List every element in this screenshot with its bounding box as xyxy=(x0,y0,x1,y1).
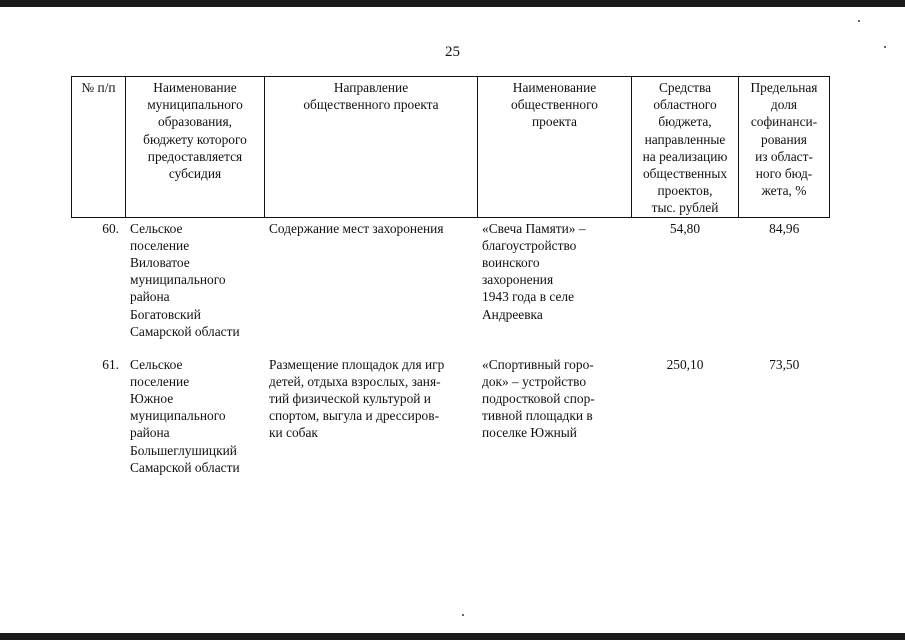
header-project: Наименование общественного проекта xyxy=(478,77,632,218)
row-number: 60. xyxy=(102,220,119,236)
row-municipality: Сельское поселение Южное муниципального района Большеглушицкий Самарской области xyxy=(130,356,240,475)
row-number: 61. xyxy=(102,356,119,372)
row-direction: Содержание мест захоронения xyxy=(269,220,444,236)
row-project: «Свеча Памяти» – благоустройство воинского захоронения 1943 года в селе Андреевка xyxy=(482,220,586,322)
row-funds: 250,10 xyxy=(666,356,704,372)
header-funds: Средства областного бюджета, направленные на реализацию общественных проектов, тыс. рублей xyxy=(632,77,739,218)
page-number: 25 xyxy=(445,44,460,60)
header-number: № п/п xyxy=(72,77,126,218)
header-municipality: Наименование муниципального образования, бюджету которого предоставляется субсидия xyxy=(126,77,265,218)
header-direction: Направление общественного проекта xyxy=(265,77,478,218)
row-project: «Спортивный горо- док» – устройство подростковой спор- тивной площадки в поселке Южный xyxy=(482,356,595,441)
table-row xyxy=(72,217,830,354)
table-header-row xyxy=(72,77,830,218)
scan-border-bottom xyxy=(0,633,905,640)
scan-border-top xyxy=(0,0,905,7)
row-share: 84,96 xyxy=(769,220,800,236)
subsidy-table xyxy=(71,76,830,486)
row-share: 73,50 xyxy=(769,356,800,372)
table-row xyxy=(72,354,830,486)
scan-speck xyxy=(858,20,860,22)
row-direction: Размещение площадок для игр детей, отдыха взрослых, заня- тий физической культурой и спортом, выгула и дрессиров- ки собак xyxy=(269,356,445,441)
header-share: Предельная доля софинанси- рования из област- ного бюд- жета, % xyxy=(739,77,830,218)
row-municipality: Сельское поселение Виловатое муниципального района Богатовский Самарской области xyxy=(130,220,240,339)
scan-speck xyxy=(462,614,464,616)
row-funds: 54,80 xyxy=(669,220,701,236)
